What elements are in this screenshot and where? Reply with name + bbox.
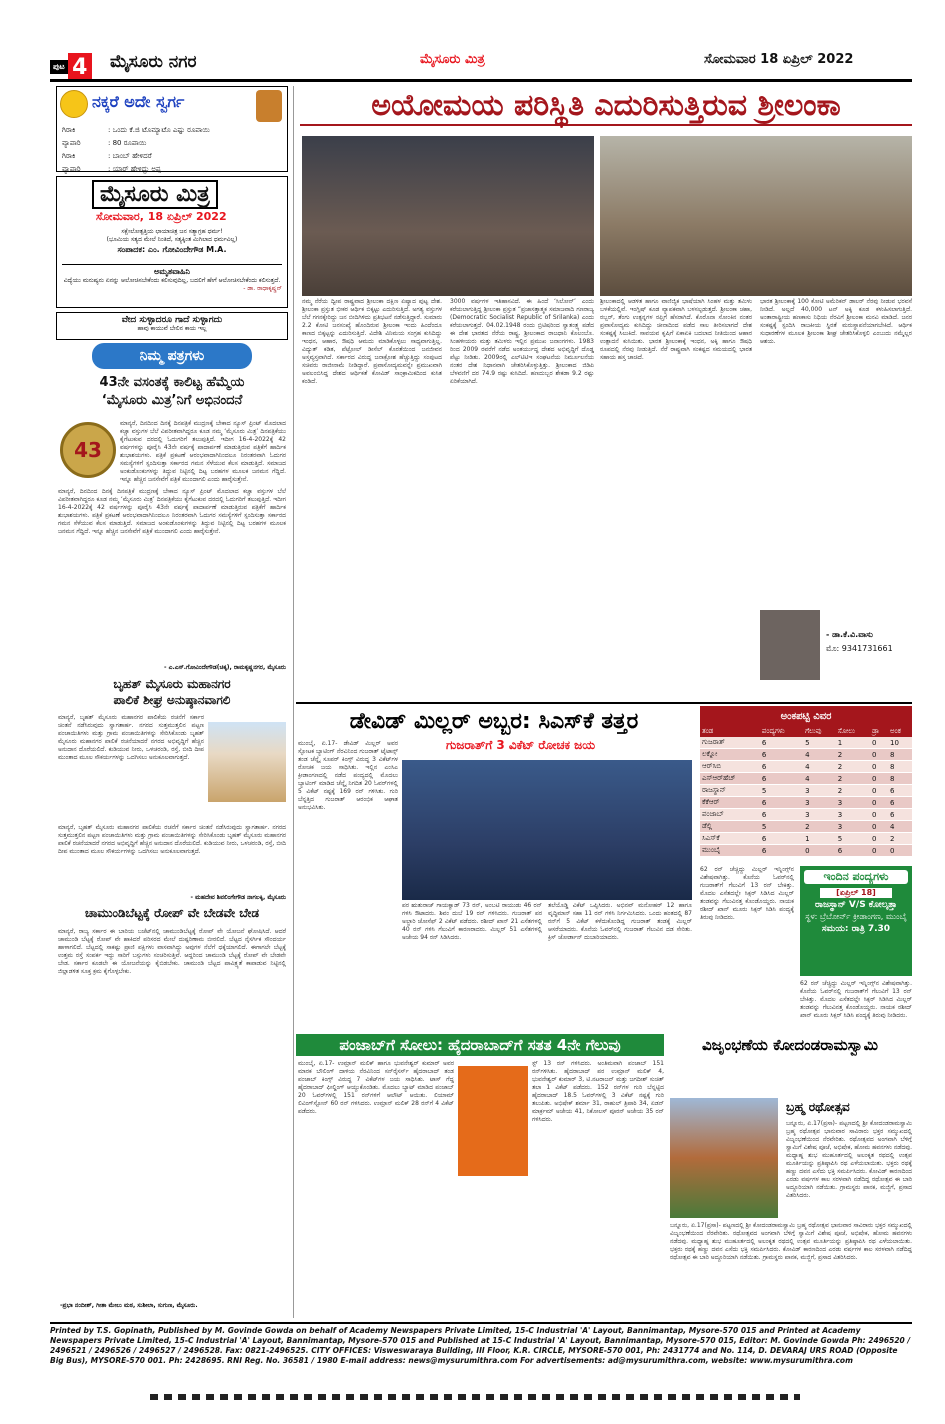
letter1-sign: - ಎ.ಎಸ್.ಗೋವಿಂದೇಗೌಡ(ಚಿಕ್ಕ), ರಾಮಕೃಷ್ಣನಗರ, ಮೈಸೂರು [164,664,286,671]
cell: 0 [870,737,888,749]
page-number: 4 [68,53,92,81]
line: : ಯಾರ್ ಹೇಳಿದ್ದು ಅಪ್ಪ [108,165,161,173]
speaker: ವ್ಯಾಪಾರಿ [62,165,81,173]
letter3-headline: ಚಾಮುಂಡಿಬೆಟ್ಟಕ್ಕೆ ರೋಪ್ ವೇ ಬೇಡವೇ ಬೇಡ [85,906,259,920]
srilanka-col4: ಭಾರತ ಶ್ರೀಲಂಕಾಕ್ಕೆ 100 ಕೋಟಿ ಅಮೆರಿಕನ್ ಡಾಲರ್ ನೆರವು ನೀಡುವ ಭರವಸೆ ನೀಡಿದೆ. ಅಲ್ಲದೆ 40,000 ಟನ್ ಅಕ್ಕಿ ಕೂಡ ಕಳುಹಿಸಲಾಗುತ್ತಿದೆ. ಅಂತಾರಾಷ್ಟ್ರೀಯ ಹಣಕಾಸು ನಿಧಿಯ ನೆರವಿಗೆ ಶ್ರೀಲಂಕಾ ಮನವಿ ಮಾಡಿದೆ. ಜನರ ಸಂಕಷ್ಟಕ್ಕೆ ಸ್ಪಂದಿಸಿ ರಾಜಕೀಯ ಸ್ಥಿರತೆ ಮರುಸ್ಥಾಪನೆಯಾಗಬೇಕಿದೆ. ಆರ್ಥಿಕ ಸುಧಾರಣೆಗಳ ಮೂಲಕ ಶ್ರೀಲಂಕಾ ಶೀಘ್ರ ಚೇತರಿಸಿಕೊಳ್ಳಲಿ ಎಂಬುದು ನಮ್ಮೆಲ್ಲರ ಆಶಯ. [760,298,912,345]
header-rule [50,79,912,82]
cell: 6 [888,797,912,809]
line: : 80 ರೂಪಾಯಿ [108,139,147,147]
protest-photo [302,136,594,296]
cell: 5 [760,821,803,833]
cell: 3 [836,797,870,809]
cell: 0 [870,785,888,797]
palace-photo [208,722,286,802]
cell: 3 [803,797,836,809]
registration-bar [150,1394,800,1400]
today-matches-box [800,866,912,976]
proverb-line-2: ಹಾವು ಕಾಯುವೆ ಬೇಲಿನ ಕಾಯ ಇಲ್ಲ [137,325,207,332]
table-row [700,773,912,785]
nakkare-dialog [62,124,282,176]
cell: 0 [870,761,888,773]
letter1-h2: ‘ಮೈಸೂರು ಮಿತ್ರ’ನಿಗೆ ಅಭಿನಂದನೆ [101,393,243,408]
cell: 6 [760,761,803,773]
table-row [700,821,912,833]
cell: 3 [836,809,870,821]
masthead-title: ಮೈಸೂರು ಮಿತ್ರ [92,180,218,209]
masthead-date: ಸೋಮವಾರ, 18 ಏಪ್ರಿಲ್ 2022 [96,210,227,223]
cell: 6 [760,773,803,785]
section-rule [296,702,912,704]
street-photo [600,136,912,296]
temple-subheadline: ಬ್ರಹ್ಮ ರಥೋತ್ಸವ [786,1100,850,1114]
line: : ಒಂದು ಕೆ.ಜಿ ಟೊಮ್ಯಾಟೊ ಎಷ್ಟು ರೂಪಾಯಿ [108,126,210,134]
tagline-2: (ಭೂಮಿಯ ಸತ್ಯದ ಮೇಲೆ ನಿಂತಿದೆ, ಸತ್ಯಕ್ಕಿಂತ ಮಿಗಿಲಾದ ಧರ್ಮವಿಲ್ಲ) [106,236,238,243]
ipl1-text-mid: ಪರ ಋತುರಾಜ್ ಗಾಯಕ್ವಾಡ್ 73 ರನ್, ಅಂಬಟಿ ರಾಯುಡು 46 ರನ್ ಗಳಿಸಿ ಔಟಾದರು. ಶಿವಂ ದುಬೆ 19 ರನ್ ಗಳಿಸಿದರು. ಗುಜರಾತ್ ಪರ ಅಲ್ಜಾರಿ ಜೋಸೆಫ್ 2 ವಿಕೆಟ್ ಪಡೆದರು. ರಶೀದ್ ಖಾನ್ 21 ಎಸೆತಗಳಲ್ಲಿ 40 ರನ್ ಗಳಿಸಿ ಗೆಲುವಿಗೆ ಕಾರಣರಾದರು. ಮಿಲ್ಲರ್ 51 ಎಸೆತಗಳಲ್ಲಿ ಅಜೇಯ 94 ರನ್ ಸಿಡಿಸಿದರು. [402,902,542,941]
cell: 0 [888,845,912,857]
letter1-body-top: ಮಾನ್ಯರೆ, ದಿನದಿಂದ ದಿನಕ್ಕೆ ದಿನಪತ್ರಿಕೆ ಮುದ್ರಣಕ್ಕೆ ಬೇಕಾದ ನ್ಯೂಸ್ ಪ್ರಿಂಟ್ ಮೊದಲಾದ ಕಚ್ಚಾ ವಸ್ತುಗಳ ಬೆಲೆ ವಿಪರೀತವಾಗಿದ್ದರೂ ಕೂಡ ನಮ್ಮ ‘ಮೈಸೂರು ಮಿತ್ರ’ ದಿನಪತ್ರಿಕೆಯು ಕೈಗೆಟುಕುವ ದರದಲ್ಲಿ ಓದುಗರಿಗೆ ತಲುಪುತ್ತಿದೆ. ಇದೀಗ 16-4-2022ಕ್ಕೆ 42 ವರ್ಷಗಳನ್ನು ಪೂರೈಸಿ 43ನೇ ವರ್ಷಕ್ಕೆ ಪಾದಾರ್ಪಣೆ ಮಾಡುತ್ತಿರುವ ಪತ್ರಿಕೆಗೆ ಹಾರ್ದಿಕ ಶುಭಾಶಯಗಳು. ಪತ್ರಿಕೆ ಪ್ರಕಟಣೆ ಆರಂಭವಾದಾಗಿನಿಂದಲೂ ನಿರಂತರವಾಗಿ ಓದುಗರ ಸಮಸ್ಯೆಗಳಿಗೆ ಸ್ಪಂದಿಸುತ್ತಾ ಸರ್ಕಾರದ ಗಮನ ಸೆಳೆಯುವ ಕೆಲಸ ಮಾಡುತ್ತಿದೆ. ಸಮಾಜದ ಅಂಕುಡೊಂಕುಗಳನ್ನು ತಿದ್ದುವ ನಿಟ್ಟಿನಲ್ಲಿ ದಿಟ್ಟ ಬರಹಗಳ ಮೂಲಕ ಜನಮನ ಗೆದ್ದಿದೆ. ಇನ್ನೂ ಹೆಚ್ಚಿನ ಜನಸೇವೆಗೆ ಪತ್ರಿಕೆ ಮುಂದಾಗಲಿ ಎಂದು ಹಾರೈಸುತ್ತೇನೆ. [120,420,286,483]
quote-section [62,264,282,293]
temple-headline: ವಿಜೃಂಭಣೆಯ ಕೋದಂಡರಾಮಸ್ವಾಮಿ [702,1036,878,1054]
speaker: ಗಿರಾಕಿ [62,126,76,134]
cell: 8 [888,761,912,773]
cell: 2 [836,749,870,761]
editor-name: ಸಂಪಾದಕ: ಎಂ. ಗೋವಿಂದೇಗೌಡ M.A. [117,245,227,254]
col-team: ತಂಡ [700,726,760,737]
cell: 0 [870,749,888,761]
table-row [700,761,912,773]
cell: 0 [803,845,836,857]
points-table [700,726,912,857]
cell: 2 [836,773,870,785]
ipl1-text-far: 62 ರನ್ ಚೆಚ್ಚಿದ್ದು ಮಿಲ್ಲರ್ ಇನ್ನಿಂಗ್ಸ್‌ನ ವಿಶೇಷವಾಗಿತ್ತು. ಕೊನೆಯ ಓವರ್‌ನಲ್ಲಿ ಗುಜರಾತ್‌ಗೆ ಗೆಲುವಿಗೆ 13 ರನ್ ಬೇಕಿತ್ತು. ಮೊದಲ ಎಸೆತದಲ್ಲೇ ಸಿಕ್ಸರ್ ಸಿಡಿಸಿದ ಮಿಲ್ಲರ್ ತಂಡವನ್ನು ಗೆಲುವಿನತ್ತ ಕೊಂಡೊಯ್ದರು. ನಾಯಕ ರಶೀದ್ ಖಾನ್ ಮೂರು ಸಿಕ್ಸರ್ ಸಿಡಿಸಿ ಪಂದ್ಯಕ್ಕೆ ತಿರುವು ನೀಡಿದರು. [800,980,912,1019]
header-date: ಸೋಮವಾರ 18 ಏಪ್ರಿಲ್ 2022 [704,52,854,67]
col-draw: ಡ್ರಾ [870,726,888,737]
letter2-body: ಮಾನ್ಯರೆ, ಬೃಹತ್ ಮೈಸೂರು ಮಹಾನಗರ ಪಾಲಿಕೆಯ ರಚನೆಗೆ ಸರ್ಕಾರ ಚಿಂತನೆ ನಡೆಸಿರುವುದು ಸ್ವಾಗತಾರ್ಹ. ನಗರದ ಸುತ್ತಮುತ್ತಲಿನ ಪಟ್ಟಣ ಪಂಚಾಯಿತಿಗಳು ಮತ್ತು ಗ್ರಾಮ ಪಂಚಾಯಿತಿಗಳನ್ನು ಸೇರಿಸಿಕೊಂಡು ಬೃಹತ್ ಮೈಸೂರು ಮಹಾನಗರ ಪಾಲಿಕೆ ರಚನೆಯಾದರೆ ನಗರದ ಅಭಿವೃದ್ಧಿಗೆ ಹೆಚ್ಚಿನ ಅನುದಾನ ದೊರೆಯಲಿದೆ. ಕುಡಿಯುವ ನೀರು, ಒಳಚರಂಡಿ, ರಸ್ತೆ, ಬೀದಿ ದೀಪ ಮುಂತಾದ ಮೂಲ ಸೌಕರ್ಯಗಳನ್ನು ಒದಗಿಸಲು ಅನುಕೂಲವಾಗುತ್ತದೆ. [58,824,286,855]
col-lost: ಸೋಲು [836,726,870,737]
cell: 6 [888,809,912,821]
cell: 0 [870,821,888,833]
today-time: ಸಮಯ: ರಾತ್ರಿ 7.30 [821,924,891,934]
today-match: ರಾಜಸ್ಥಾನ್ V/S ಕೋಲ್ಕತ್ತಾ [815,900,897,910]
scarecrow-icon [256,90,282,122]
table-row [700,737,912,749]
table-row [700,833,912,845]
letter1-headline [56,374,288,410]
team: ಡೆಲ್ಲಿ [700,821,760,833]
table-row [700,797,912,809]
col-played: ಪಂದ್ಯಗಳು [760,726,803,737]
team: ಸಿಎಸ್‌ಕೆ [700,833,760,845]
ipl1-text-left: ಮುಂಬೈ, ಏ.17- ಡೇವಿಡ್ ಮಿಲ್ಲರ್ ಅವರ ಸ್ಫೋಟಕ ಬ್ಯಾಟಿಂಗ್ ನೆರವಿನಿಂದ ಗುಜರಾತ್ ಟೈಟಾನ್ಸ್ ತಂಡ ಚೆನ್ನೈ ಸೂಪರ್ ಕಿಂಗ್ಸ್ ವಿರುದ್ಧ 3 ವಿಕೆಟ್‌ಗಳ ರೋಚಕ ಜಯ ಸಾಧಿಸಿತು. ಇಲ್ಲಿನ ಎಂಸಿಎ ಕ್ರೀಡಾಂಗಣದಲ್ಲಿ ನಡೆದ ಪಂದ್ಯದಲ್ಲಿ ಮೊದಲು ಬ್ಯಾಟಿಂಗ್ ಮಾಡಿದ ಚೆನ್ನೈ ನಿಗದಿತ 20 ಓವರ್‌ಗಳಲ್ಲಿ 5 ವಿಕೆಟ್ ನಷ್ಟಕ್ಕೆ 169 ರನ್ ಗಳಿಸಿತು. ಗುರಿ ಬೆನ್ನತ್ತಿದ ಗುಜರಾತ್ ಆರಂಭಿಕ ಆಘಾತ ಅನುಭವಿಸಿತು. [298,740,398,811]
today-date: [ಏಪ್ರಿಲ್ 18] [820,888,892,898]
team: ಕೆಕೆಆರ್ [700,797,760,809]
cell: 6 [760,845,803,857]
cell: 3 [836,821,870,833]
team: ಮುಂಬೈ [700,845,760,857]
cell: 6 [760,809,803,821]
column-divider [293,86,294,1318]
masthead-small: ಮೈಸೂರು ಮಿತ್ರ [420,52,485,67]
srilanka-col3: ಶ್ರೀಲಂಕಾದಲ್ಲಿ ಆಡಳಿತ ಹಾಗೂ ವಾಣಿಜ್ಯಿಕ ಭಾಷೆಯಾಗಿ ಸಿಂಹಳ ಮತ್ತು ತಮಿಳು ಬಳಕೆಯಲ್ಲಿವೆ. ಇಂಗ್ಲಿಷ್ ಕೂಡ ವ್ಯಾಪಕವಾಗಿ ಬಳಸಲ್ಪಡುತ್ತದೆ. ಶ್ರೀಲಂಕಾ ಚಹಾ, ರಬ್ಬರ್, ತೆಂಗು ಉತ್ಪನ್ನಗಳ ರಫ್ತಿಗೆ ಹೆಸರಾಗಿದೆ. ಕೊರೊನಾ ಸೋಂಕಿನ ನಂತರ ಪ್ರವಾಸೋದ್ಯಮ ಕುಸಿದಿದ್ದು ಚೀನಾದಿಂದ ಪಡೆದ ಸಾಲ ತೀರಿಸಲಾಗದೆ ದೇಶ ಸಂಕಷ್ಟಕ್ಕೆ ಸಿಲುಕಿದೆ. ಸಾವಯವ ಕೃಷಿಗೆ ಏಕಾಏಕಿ ಬದಲಾದ ನೀತಿಯಿಂದ ಆಹಾರ ಉತ್ಪಾದನೆ ಕುಸಿಯಿತು. ಭಾರತ ಶ್ರೀಲಂಕಾಕ್ಕೆ ಇಂಧನ, ಅಕ್ಕಿ ಹಾಗೂ ಔಷಧಿ ರೂಪದಲ್ಲಿ ನೆರವು ನೀಡುತ್ತಿದೆ. ನೆರೆ ರಾಷ್ಟ್ರವಾಗಿ ಸಂಕಷ್ಟದ ಸಮಯದಲ್ಲಿ ಭಾರತ ಸಹಾಯ ಹಸ್ತ ಚಾಚಿದೆ. [600,298,752,361]
cell: 1 [803,833,836,845]
nakkare-title: ನಕ್ಕರೆ ಅದೇ ಸ್ವರ್ಗ [92,92,185,111]
cell: 3 [803,809,836,821]
cell: 6 [760,737,803,749]
ipl1-text-table: 62 ರನ್ ಚೆಚ್ಚಿದ್ದು ಮಿಲ್ಲರ್ ಇನ್ನಿಂಗ್ಸ್‌ನ ವಿಶೇಷವಾಗಿತ್ತು. ಕೊನೆಯ ಓವರ್‌ನಲ್ಲಿ ಗುಜರಾತ್‌ಗೆ ಗೆಲುವಿಗೆ 13 ರನ್ ಬೇಕಿತ್ತು. ಮೊದಲ ಎಸೆತದಲ್ಲೇ ಸಿಕ್ಸರ್ ಸಿಡಿಸಿದ ಮಿಲ್ಲರ್ ತಂಡವನ್ನು ಗೆಲುವಿನತ್ತ ಕೊಂಡೊಯ್ದರು. ನಾಯಕ ರಶೀದ್ ಖಾನ್ ಮೂರು ಸಿಕ್ಸರ್ ಸಿಡಿಸಿ ಪಂದ್ಯಕ್ಕೆ ತಿರುವು ನೀಡಿದರು. [700,866,794,921]
bowler-photo [458,1066,528,1176]
srilanka-col1: ನಮ್ಮ ನೆರೆಯ ದ್ವೀಪ ರಾಷ್ಟ್ರವಾದ ಶ್ರೀಲಂಕಾ ದಕ್ಷಿಣ ಏಷ್ಯಾದ ಪುಟ್ಟ ದೇಶ. ಶ್ರೀಲಂಕಾ ಪ್ರಸ್ತುತ ಭೀಕರ ಆರ್ಥಿಕ ಬಿಕ್ಕಟ್ಟು ಎದುರಿಸುತ್ತಿದೆ. ಅಗತ್ಯ ವಸ್ತುಗಳ ಬೆಲೆ ಗಗನಕ್ಕೇರಿದ್ದು ಜನ ಬೀದಿಗಿಳಿದು ಪ್ರತಿಭಟನೆ ನಡೆಸುತ್ತಿದ್ದಾರೆ. ಸುಮಾರು 2.2 ಕೋಟಿ ಜನಸಂಖ್ಯೆ ಹೊಂದಿರುವ ಶ್ರೀಲಂಕಾ ಇಂದು ಹಿಂದೆಂದೂ ಕಾಣದ ಬಿಕ್ಕಟ್ಟನ್ನು ಎದುರಿಸುತ್ತಿದೆ. ವಿದೇಶಿ ವಿನಿಮಯ ಸಂಗ್ರಹ ಕುಸಿದಿದ್ದು ಇಂಧನ, ಆಹಾರ, ಔಷಧಿ ಆಮದು ಮಾಡಿಕೊಳ್ಳಲು ಸಾಧ್ಯವಾಗುತ್ತಿಲ್ಲ. ವಿದ್ಯುತ್ ಕಡಿತ, ಪೆಟ್ರೋಲ್ ಡೀಸೆಲ್ ಕೊರತೆಯಿಂದ ಜನಜೀವನ ಅಸ್ತವ್ಯಸ್ತವಾಗಿದೆ. ಸರ್ಕಾರದ ವಿರುದ್ಧ ಜನಾಕ್ರೋಶ ಹೆಚ್ಚುತ್ತಿದ್ದು ಸಂಪುಟದ ಸಚಿವರು ರಾಜೀನಾಮೆ ನೀಡಿದ್ದಾರೆ. ಪ್ರವಾಸೋದ್ಯಮವನ್ನೇ ಪ್ರಮುಖವಾಗಿ ಅವಲಂಬಿಸಿದ್ದ ದೇಶದ ಆರ್ಥಿಕತೆ ಕೋವಿಡ್ ಸಾಂಕ್ರಾಮಿಕದಿಂದ ಕುಸಿತ ಕಂಡಿದೆ. [302,298,442,385]
team: ಪಂಜಾಬ್ [700,809,760,821]
table-row [700,785,912,797]
cell: 4 [803,761,836,773]
cell: 0 [870,845,888,857]
cell: 3 [803,785,836,797]
proverb-line-1: ವೇದ ಸುಳ್ಳಾದರೂ ಗಾದೆ ಸುಳ್ಳಾಗದು [121,315,223,325]
cell: 6 [760,749,803,761]
ipl1-text-right: ತಲೆಯೊಡ್ಡಿ ವಿಕೆಟ್ ಒಪ್ಪಿಸಿದರು. ಅಭಿನವ್ ಮನೋಹರ್ 12 ಹಾಗೂ ವೃದ್ಧಿಮಾನ್ ಸಹಾ 11 ರನ್ ಗಳಿಸಿ ನಿರ್ಗಮಿಸಿದರು. ಒಂದು ಹಂತದಲ್ಲಿ 87 ರನ್‌ಗೆ 5 ವಿಕೆಟ್ ಕಳೆದುಕೊಂಡಿದ್ದ ಗುಜರಾತ್ ತಂಡಕ್ಕೆ ಮಿಲ್ಲರ್ ಆಸರೆಯಾದರು. ಕೊನೆಯ ಓವರ್‌ನಲ್ಲಿ ಗುಜರಾತ್ ಗೆಲುವಿನ ದಡ ಸೇರಿತು. ಕ್ರಿಸ್ ಜೋರ್ಡಾನ್ ದುಬಾರಿಯಾದರು. [548,902,692,941]
cell: 1 [836,737,870,749]
tagline-1: ಸಕ್ಷೇಲೋತ್ಪತ್ತಿಯ ಛಾಯಾಚಿತ್ರ ಜನ ಸತ್ಯಾಗ್ರಹ ಧರ್ಮ! [121,228,223,235]
cell: 4 [888,821,912,833]
author-photo [760,610,820,680]
today-title: ಇಂದಿನ ಪಂದ್ಯಗಳು [804,870,908,884]
quote-title: ಅಮೃತವಾಹಿನಿ [154,267,190,276]
ipl1-subheadline: ಗುಜರಾತ್‌ಗೆ 3 ವಿಕೆಟ್ ರೋಚಕ ಜಯ [446,738,596,752]
team: ಎಸ್‌ಆರ್‌ಹೆಚ್ [700,773,760,785]
letter2-h1: ಬೃಹತ್ ಮೈಸೂರು ಮಹಾನಗರ [113,677,231,691]
letter1-body: ಮಾನ್ಯರೆ, ದಿನದಿಂದ ದಿನಕ್ಕೆ ದಿನಪತ್ರಿಕೆ ಮುದ್ರಣಕ್ಕೆ ಬೇಕಾದ ನ್ಯೂಸ್ ಪ್ರಿಂಟ್ ಮೊದಲಾದ ಕಚ್ಚಾ ವಸ್ತುಗಳ ಬೆಲೆ ವಿಪರೀತವಾಗಿದ್ದರೂ ಕೂಡ ನಮ್ಮ ‘ಮೈಸೂರು ಮಿತ್ರ’ ದಿನಪತ್ರಿಕೆಯು ಕೈಗೆಟುಕುವ ದರದಲ್ಲಿ ಓದುಗರಿಗೆ ತಲುಪುತ್ತಿದೆ. ಇದೀಗ 16-4-2022ಕ್ಕೆ 42 ವರ್ಷಗಳನ್ನು ಪೂರೈಸಿ 43ನೇ ವರ್ಷಕ್ಕೆ ಪಾದಾರ್ಪಣೆ ಮಾಡುತ್ತಿರುವ ಪತ್ರಿಕೆಗೆ ಹಾರ್ದಿಕ ಶುಭಾಶಯಗಳು. ಪತ್ರಿಕೆ ಪ್ರಕಟಣೆ ಆರಂಭವಾದಾಗಿನಿಂದಲೂ ನಿರಂತರವಾಗಿ ಓದುಗರ ಸಮಸ್ಯೆಗಳಿಗೆ ಸ್ಪಂದಿಸುತ್ತಾ ಸರ್ಕಾರದ ಗಮನ ಸೆಳೆಯುವ ಕೆಲಸ ಮಾಡುತ್ತಿದೆ. ಸಮಾಜದ ಅಂಕುಡೊಂಕುಗಳನ್ನು ತಿದ್ದುವ ನಿಟ್ಟಿನಲ್ಲಿ ದಿಟ್ಟ ಬರಹಗಳ ಮೂಲಕ ಜನಮನ ಗೆದ್ದಿದೆ. ಇನ್ನೂ ಹೆಚ್ಚಿನ ಜನಸೇವೆಗೆ ಪತ್ರಿಕೆ ಮುಂದಾಗಲಿ ಎಂದು ಹಾರೈಸುತ್ತೇನೆ. [58,488,286,535]
imprint-footer: Printed by T.S. Gopinath, Published by M. Govinde Gowda on behalf of Academy Newspapers Private Limited, 15-C Industrial 'A' Layout, Bannimantap, Mysore-570 015 and Printed at Academy Newspapers Private Limited, 15-C Industrial 'A' Layout, Bannimantap, Mysore-570 015 and Published at 15-C Industrial 'A' Layout, Bannimantap, Mysore-570 015, Editor: M. Govinde Gowda Ph: 2496520 / 2496521 / 2496526 / 2496527 / 2496528. Fax: 0821-2496525. CITY OFFICES: Visweswaraya Building, III Floor, K.R. CIRCLE, MYSORE-570 001, Ph: 2431774 and No. 114, D. DEVARAJ URS ROAD (Opposite Big Bus), MYSORE-570 001. Ph: 2428695. RNI Reg. No. 36581 / 1980 E-mail address: news@mysurumithra.com For advertisements: ad@mysurumithra.com, website: www.mysurumithra.com [50,1322,912,1366]
chariot-photo [670,1098,778,1218]
table-row [700,749,912,761]
cell: 6 [760,833,803,845]
cell: 6 [836,845,870,857]
quote-author: - ಡಾ. ರಾಧಾಕೃಷ್ಣನ್ [243,285,282,292]
ipl1-headline: ಡೇವಿಡ್ ಮಿಲ್ಲರ್ ಅಬ್ಬರ: ಸಿಎಸ್‌ಕೆ ತತ್ತರ [349,708,639,734]
team: ಆರ್‌ಸಿಬಿ [700,761,760,773]
team: ರಾಜಸ್ಥಾನ್ [700,785,760,797]
cell: 2 [836,785,870,797]
letter2-h2: ಪಾಲಿಕೆ ಶೀಘ್ರ ಅನುಷ್ಠಾನವಾಗಲಿ [113,693,231,707]
ipl2-headline: ಪಂಜಾಬ್‌ಗೆ ಸೋಲು: ಹೈದರಾಬಾದ್‌ಗೆ ಸತತ 4ನೇ ಗೆಲುವು [296,1034,664,1056]
quote-text: ವಿದ್ಯೆಯು ಮನುಷ್ಯನು ಏನನ್ನು ಆಲೋಚಿಸಬೇಕೆಂದು ಕಲಿಸುವುದಿಲ್ಲ, ಬದಲಿಗೆ ಹೇಗೆ ಆಲೋಚಿಸಬೇಕೆಂದು ಕಲಿಸುತ್ತದೆ. [63,277,281,284]
letter3-sign: -ಪ್ರಭಾ ನಂದೀಶ್, ಗೀತಾ ಮೇಲು ಮಠ, ಸುಶೀಲಾ, ಸುಗುಣ, ಮೈಸೂರು. [60,1302,198,1309]
today-venue: ಸ್ಥಳ: ಬ್ರೆಬೋರ್ನ್ ಕ್ರೀಡಾಂಗಣ, ಮುಂಬೈ [805,912,907,921]
temple-text-bottom: ಬನ್ನೂರು, ಏ.17(ಪ್ರಸಾ)- ಪಟ್ಟಣದಲ್ಲಿ ಶ್ರೀ ಕೋದಂಡರಾಮಸ್ವಾಮಿ ಬ್ರಹ್ಮ ರಥೋತ್ಸವ ಭಾನುವಾರ ಸಾವಿರಾರು ಭಕ್ತರ ಸಮ್ಮುಖದಲ್ಲಿ ವಿಜೃಂಭಣೆಯಿಂದ ನೆರವೇರಿತು. ರಥೋತ್ಸವದ ಅಂಗವಾಗಿ ಬೆಳಿಗ್ಗೆ ಸ್ವಾಮಿಗೆ ವಿಶೇಷ ಪೂಜೆ, ಅಭಿಷೇಕ, ಹೋಮ ಹವನಗಳು ನಡೆದವು. ಮಧ್ಯಾಹ್ನ ಶುಭ ಮುಹೂರ್ತದಲ್ಲಿ ಅಲಂಕೃತ ರಥದಲ್ಲಿ ಉತ್ಸವ ಮೂರ್ತಿಯನ್ನು ಪ್ರತಿಷ್ಠಾಪಿಸಿ ರಥ ಎಳೆಯಲಾಯಿತು. ಭಕ್ತರು ರಥಕ್ಕೆ ಹಣ್ಣು ದವನ ಎಸೆದು ಭಕ್ತಿ ಸಮರ್ಪಿಸಿದರು. ಕೋವಿಡ್ ಕಾರಣದಿಂದ ಎರಡು ವರ್ಷಗಳ ಕಾಲ ಸರಳವಾಗಿ ನಡೆದಿದ್ದ ರಥೋತ್ಸವ ಈ ಬಾರಿ ಅದ್ದೂರಿಯಾಗಿ ನಡೆಯಿತು. ಗ್ರಾಮಸ್ಥರು ಪಾನಕ, ಮಜ್ಜಿಗೆ, ಪ್ರಸಾದ ವಿತರಿಸಿದರು. [670,1222,912,1261]
cell: 2 [836,761,870,773]
letters-banner: ನಿಮ್ಮ ಪತ್ರಗಳು [92,343,252,369]
letter2-body-top: ಮಾನ್ಯರೆ, ಬೃಹತ್ ಮೈಸೂರು ಮಹಾನಗರ ಪಾಲಿಕೆಯ ರಚನೆಗೆ ಸರ್ಕಾರ ಚಿಂತನೆ ನಡೆಸಿರುವುದು ಸ್ವಾಗತಾರ್ಹ. ನಗರದ ಸುತ್ತಮುತ್ತಲಿನ ಪಟ್ಟಣ ಪಂಚಾಯಿತಿಗಳು ಮತ್ತು ಗ್ರಾಮ ಪಂಚಾಯಿತಿಗಳನ್ನು ಸೇರಿಸಿಕೊಂಡು ಬೃಹತ್ ಮೈಸೂರು ಮಹಾನಗರ ಪಾಲಿಕೆ ರಚನೆಯಾದರೆ ನಗರದ ಅಭಿವೃದ್ಧಿಗೆ ಹೆಚ್ಚಿನ ಅನುದಾನ ದೊರೆಯಲಿದೆ. ಕುಡಿಯುವ ನೀರು, ಒಳಚರಂಡಿ, ರಸ್ತೆ, ಬೀದಿ ದೀಪ ಮುಂತಾದ ಮೂಲ ಸೌಕರ್ಯಗಳನ್ನು ಒದಗಿಸಲು ಅನುಕೂಲವಾಗುತ್ತದೆ. [58,714,204,761]
col-points: ಅಂಕ [888,726,912,737]
ipl2-text-mid: ಸ್ಟ್ 13 ರನ್ ಗಳಿಸಿದರು. ಅಂತಿಮವಾಗಿ ಪಂಜಾಬ್ 151 ರನ್‌ಗಳಿಸಿತು. ಹೈದರಾಬಾದ್ ಪರ ಉಮ್ರಾನ್ ಮಲಿಕ್ 4, ಭುವನೇಶ್ವರ್ ಕುಮಾರ್ 3, ಟಿ.ನಟರಾಜನ್ ಮತ್ತು ಜಗದೀಶ್ ಸುಚಿತ್ ತಲಾ 1 ವಿಕೆಟ್ ಪಡೆದರು. 152 ರನ್‌ಗಳ ಗುರಿ ಬೆನ್ನಟ್ಟಿದ ಹೈದರಾಬಾದ್ 18.5 ಓವರ್‌ಗಳಲ್ಲಿ 3 ವಿಕೆಟ್ ನಷ್ಟಕ್ಕೆ ಗುರಿ ತಲುಪಿತು. ಅಭಿಷೇಕ್ ಶರ್ಮಾ 31, ರಾಹುಲ್ ತ್ರಿಪಾಠಿ 34, ಏಡನ್ ಮಾರ್ಕ್ರಮ್ ಅಜೇಯ 41, ನಿಕೋಲಸ್ ಪೂರನ್ ಅಜೇಯ 35 ರನ್ ಗಳಿಸಿದರು. [532,1060,664,1123]
line: : ಬಾಂಬ್ ಹೇಳಿದರೆ [108,152,152,160]
masthead-tagline [62,228,282,254]
srilanka-col2: 3000 ವರ್ಷಗಳ ಇತಿಹಾಸವಿದೆ. ಈ ಹಿಂದೆ ‘ಸಿಲೋನ್’ ಎಂದು ಕರೆಯಲಾಗುತ್ತಿದ್ದ ಶ್ರೀಲಂಕಾ ಪ್ರಸ್ತುತ “ಪ್ರಜಾಸತ್ತಾತ್ಮಕ ಸಮಾಜವಾದಿ ಗಣರಾಜ್ಯ (Democratic Socialist Republic of Srilanka) ಎಂದು ಕರೆಯಲಾಗುತ್ತದೆ. 04.02.1948 ರಂದು ಬ್ರಿಟಿಷರಿಂದ ಸ್ವಾತಂತ್ರ್ಯ ಪಡೆದ ಈ ದೇಶ ಭಾರತದ ನೆರೆಯ ರಾಷ್ಟ್ರ. ಶ್ರೀಲಂಕಾದ ರಾಜಧಾನಿ ಕೊಲಂಬೊ. ಸಿಂಹಳೀಯರು ಮತ್ತು ತಮಿಳರು ಇಲ್ಲಿನ ಪ್ರಮುಖ ಜನಾಂಗಗಳು. 1983 ರಿಂದ 2009 ರವರೆಗೆ ನಡೆದ ಅಂತರ್ಯುದ್ಧ ದೇಶದ ಅಭಿವೃದ್ಧಿಗೆ ದೊಡ್ಡ ಪೆಟ್ಟು ನೀಡಿತು. 2009ರಲ್ಲಿ ಎಲ್‌ಟಿಟಿಇ ಸಂಘಟನೆಯ ನಿರ್ಮೂಲನೆಯ ನಂತರ ದೇಶ ನಿಧಾನವಾಗಿ ಚೇತರಿಸಿಕೊಳ್ಳುತ್ತಿತ್ತು. ಶ್ರೀಲಂಕಾದ ಜಿಡಿಪಿ ಬೆಳವಣಿಗೆ ದರ 74.9 ರಷ್ಟು ಕುಸಿದಿದೆ. ಹಣದುಬ್ಬರ ಶೇಕಡಾ 9.2 ರಷ್ಟು ಏರಿಕೆಯಾಗಿದೆ. [450,298,594,385]
team: ಗುಜರಾತ್ [700,737,760,749]
cell: 0 [870,833,888,845]
temple-text-right: ಬನ್ನೂರು, ಏ.17(ಪ್ರಸಾ)- ಪಟ್ಟಣದಲ್ಲಿ ಶ್ರೀ ಕೋದಂಡರಾಮಸ್ವಾಮಿ ಬ್ರಹ್ಮ ರಥೋತ್ಸವ ಭಾನುವಾರ ಸಾವಿರಾರು ಭಕ್ತರ ಸಮ್ಮುಖದಲ್ಲಿ ವಿಜೃಂಭಣೆಯಿಂದ ನೆರವೇರಿತು. ರಥೋತ್ಸವದ ಅಂಗವಾಗಿ ಬೆಳಿಗ್ಗೆ ಸ್ವಾಮಿಗೆ ವಿಶೇಷ ಪೂಜೆ, ಅಭಿಷೇಕ, ಹೋಮ ಹವನಗಳು ನಡೆದವು. ಮಧ್ಯಾಹ್ನ ಶುಭ ಮುಹೂರ್ತದಲ್ಲಿ ಅಲಂಕೃತ ರಥದಲ್ಲಿ ಉತ್ಸವ ಮೂರ್ತಿಯನ್ನು ಪ್ರತಿಷ್ಠಾಪಿಸಿ ರಥ ಎಳೆಯಲಾಯಿತು. ಭಕ್ತರು ರಥಕ್ಕೆ ಹಣ್ಣು ದವನ ಎಸೆದು ಭಕ್ತಿ ಸಮರ್ಪಿಸಿದರು. ಕೋವಿಡ್ ಕಾರಣದಿಂದ ಎರಡು ವರ್ಷಗಳ ಕಾಲ ಸರಳವಾಗಿ ನಡೆದಿದ್ದ ರಥೋತ್ಸವ ಈ ಬಾರಿ ಅದ್ದೂರಿಯಾಗಿ ನಡೆಯಿತು. ಗ್ರಾಮಸ್ಥರು ಪಾನಕ, ಮಜ್ಜಿಗೆ, ಪ್ರಸಾದ ವಿತರಿಸಿದರು. [786,1120,912,1199]
letter1-h1: 43ನೇ ವಸಂತಕ್ಕೆ ಕಾಲಿಟ್ಟ ಹೆಮ್ಮೆಯ [99,375,245,390]
speaker: ಗಿರಾಕಿ [62,152,76,160]
ipl2-text-left: ಮುಂಬೈ, ಏ.17- ಉಮ್ರಾನ್ ಮಲಿಕ್ ಹಾಗೂ ಭುವನೇಶ್ವರ್ ಕುಮಾರ್ ಅವರ ಮಾರಕ ಬೌಲಿಂಗ್ ದಾಳಿಯ ನೆರವಿನಿಂದ ಸನ್‌ರೈಸರ್ಸ್ ಹೈದರಾಬಾದ್ ತಂಡ ಪಂಜಾಬ್ ಕಿಂಗ್ಸ್ ವಿರುದ್ಧ 7 ವಿಕೆಟ್‌ಗಳ ಜಯ ಸಾಧಿಸಿತು. ಟಾಸ್ ಗೆದ್ದ ಹೈದರಾಬಾದ್ ಫೀಲ್ಡಿಂಗ್ ಆಯ್ದುಕೊಂಡಿತು. ಮೊದಲು ಬ್ಯಾಟ್ ಮಾಡಿದ ಪಂಜಾಬ್ 20 ಓವರ್‌ಗಳಲ್ಲಿ 151 ರನ್‌ಗಳಿಗೆ ಆಲೌಟ್ ಆಯಿತು. ಲಿಯಾಮ್ ಲಿವಿಂಗ್‌ಸ್ಟೋನ್ 60 ರನ್ ಗಳಿಸಿದರು. ಉಮ್ರಾನ್ ಮಲಿಕ್ 28 ರನ್‌ಗೆ 4 ವಿಕೆಟ್ ಪಡೆದರು. [298,1060,454,1115]
smiley-icon [60,90,88,118]
cell: 0 [870,809,888,821]
proverb-box [56,312,288,340]
cell: 8 [888,749,912,761]
author-phone: ಮೊ: 9341731661 [826,644,893,653]
cell: 4 [803,773,836,785]
cell: 5 [836,833,870,845]
table-row [700,809,912,821]
col-won: ಗೆಲುವು [803,726,836,737]
cell: 2 [803,821,836,833]
points-table-title: ಅಂಕಪಟ್ಟಿ ವಿವರ [700,706,912,726]
table-row [700,845,912,857]
gujarat-team-photo [402,760,692,900]
cell: 6 [760,797,803,809]
page-label: ಪುಟ [50,60,68,74]
letter2-sign: - ಮಹದೇವ ಶಿವಲಿಂಗೇಗೌಡ ನಾಗಲಕ್ಕಿ, ಮೈಸೂರು [190,894,286,901]
cell: 5 [803,737,836,749]
cell: 0 [870,797,888,809]
speaker: ವ್ಯಾಪಾರಿ [62,139,81,147]
cell: 0 [870,773,888,785]
team: ಲಕ್ನೋ [700,749,760,761]
anniversary-badge: 43 [60,422,116,478]
table-header-row [700,726,912,737]
cell: 2 [888,833,912,845]
cell: 8 [888,773,912,785]
srilanka-headline: ಅಯೋಮಯ ಪರಿಸ್ಥಿತಿ ಎದುರಿಸುತ್ತಿರುವ ಶ್ರೀಲಂಕಾ [300,86,912,126]
cell: 4 [803,749,836,761]
page-number-block [50,52,106,82]
section-name: ಮೈಸೂರು ನಗರ [110,52,197,72]
author-name: - ಡಾ.ಕೆ.ವಿ.ವಾಸು [826,630,873,639]
cell: 10 [888,737,912,749]
letter2-headline [56,676,288,708]
cell: 6 [888,785,912,797]
letter3-body: ಮಾನ್ಯರೆ, ರಾಜ್ಯ ಸರ್ಕಾರ ಈ ಬಾರಿಯ ಬಜೆಟ್‌ನಲ್ಲಿ ಚಾಮುಂಡಿಬೆಟ್ಟಕ್ಕೆ ರೋಪ್ ವೇ ಯೋಜನೆ ಘೋಷಿಸಿದೆ. ಆದರೆ ಚಾಮುಂಡಿ ಬೆಟ್ಟಕ್ಕೆ ರೋಪ್ ವೇ ಹಾಕಿದರೆ ಪರಿಸರದ ಮೇಲೆ ದುಷ್ಪರಿಣಾಮ ಬೀರಲಿದೆ. ಬೆಟ್ಟದ ನೈಸರ್ಗಿಕ ಸೌಂದರ್ಯ ಹಾಳಾಗಲಿದೆ. ಬೆಟ್ಟದಲ್ಲಿ ಸಾಕಷ್ಟು ಪ್ರಾಣಿ ಪಕ್ಷಿಗಳು ವಾಸವಾಗಿದ್ದು ಅವುಗಳ ನೆಲೆಗೆ ಧಕ್ಕೆಯಾಗಲಿದೆ. ಈಗಾಗಲೇ ಬೆಟ್ಟಕ್ಕೆ ಉತ್ತಮ ರಸ್ತೆ ಸಂಪರ್ಕ ಇದ್ದು ಸಾರಿಗೆ ಬಸ್ಸುಗಳು ಸಂಚರಿಸುತ್ತಿವೆ. ಆದ್ದರಿಂದ ಚಾಮುಂಡಿ ಬೆಟ್ಟಕ್ಕೆ ರೋಪ್ ವೇ ಬೇಡವೇ ಬೇಡ. ಸರ್ಕಾರ ಕೂಡಲೇ ಈ ಯೋಜನೆಯನ್ನು ಕೈಬಿಡಬೇಕು. ಚಾಮುಂಡಿ ಬೆಟ್ಟದ ಪಾವಿತ್ರ್ಯತೆ ಕಾಪಾಡುವ ನಿಟ್ಟಿನಲ್ಲಿ ಜಿಲ್ಲಾಡಳಿತ ಸೂಕ್ತ ಕ್ರಮ ಕೈಗೊಳ್ಳಬೇಕು. [58,928,286,975]
cell: 5 [760,785,803,797]
